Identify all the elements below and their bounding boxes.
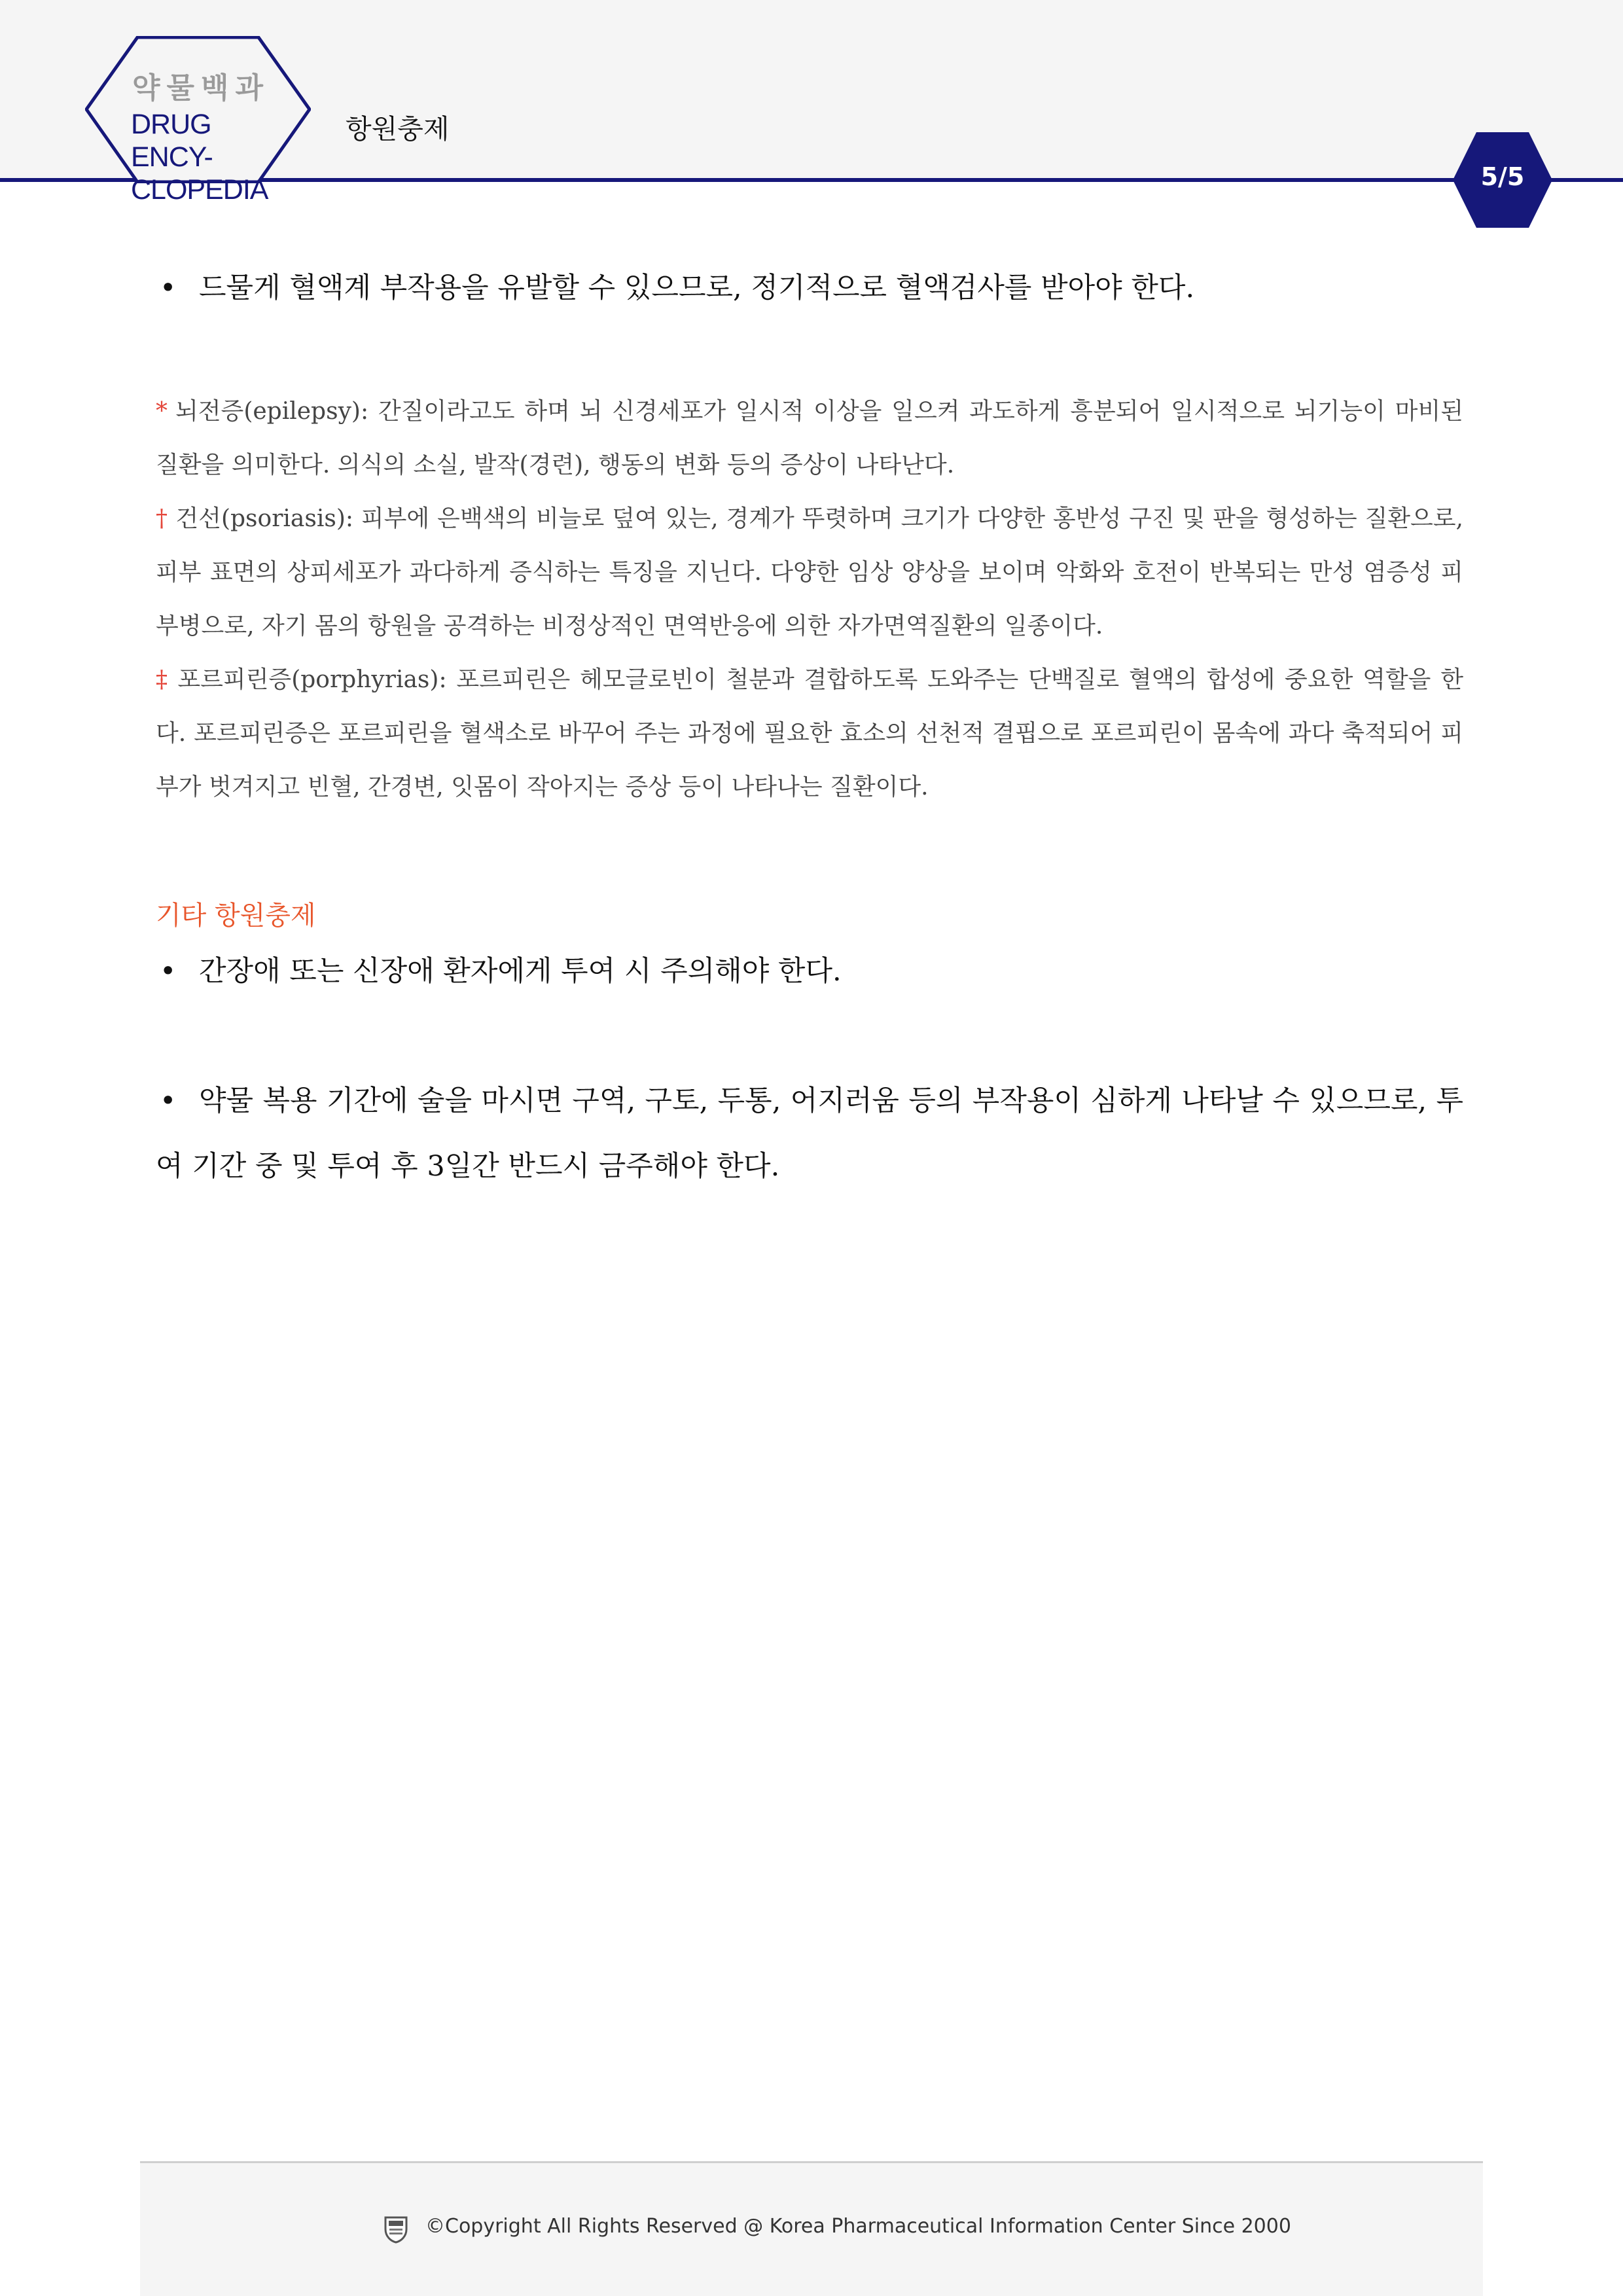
bullet-item (156, 939, 1463, 1004)
bullet-text: 약물 복용 기간에 술을 마시면 구역, 구토, 두통, 어지러움 등의 부작용이 심하게 나타날 수 있으므로, 투여 기간 중 및 투여 후 3일간 반드시 금주해야 한다. (156, 1085, 1463, 1183)
logo-korean-text: 약물백과 (132, 71, 270, 105)
footnote-mark: ‡ (156, 666, 170, 693)
footnote-porphyrias (156, 653, 1463, 814)
footnote-epilepsy (156, 385, 1463, 492)
bullet-dot: • (160, 1085, 177, 1117)
main-content (156, 255, 1463, 1199)
bullet-dot: • (160, 955, 177, 988)
bullet-text: 간장애 또는 신장애 환자에게 투여 시 주의해야 한다. (199, 955, 842, 988)
bullet-text: 드물게 혈액계 부작용을 유발할 수 있으므로, 정기적으로 혈액검사를 받아야 한다. (199, 272, 1195, 304)
footnote-mark: * (156, 398, 168, 425)
footnotes (156, 385, 1463, 814)
page-indicator: 5/5 (1480, 162, 1525, 191)
bullet-dot: • (160, 272, 177, 304)
footnote-text: 포르피린증(porphyrias): 포르피린은 헤모글로빈이 철분과 결합하도록 도와주는 단백질로 혈액의 합성에 중요한 역할을 한다. 포르피린증은 포르피린을 혈색소로 바꾸어 주는 과정에 필요한 효소의 선천적 결핍으로 포르피린이 몸속에 과다 축적되어 피부가 벗겨지고 빈혈, 간경변, 잇몸이 작아지는 증상 등이 나타나는 질환이다. (156, 666, 1463, 800)
spacer (156, 1004, 1463, 1068)
logo-english-text: DRUG ENCY-CLOPEDIA (131, 109, 268, 206)
bullet-item (156, 1068, 1463, 1199)
footnote-text: 건선(psoriasis): 피부에 은백색의 비늘로 덮여 있는, 경계가 뚜렷하며 크기가 다양한 홍반성 구진 및 판을 형성하는 질환으로, 피부 표면의 상피세포가 과다하게 증식하는 특징을 지닌다. 다양한 임상 양상을 보이며 악화와 호전이 반복되는 만성 염증성 피부병으로, 자기 몸의 항원을 공격하는 비정상적인 면역반응에 의한 자가면역질환의 일종이다. (156, 505, 1463, 639)
footnote-psoriasis (156, 492, 1463, 653)
kpic-shield-icon (383, 2215, 409, 2244)
page-title: 항원충제 (346, 113, 450, 145)
footer-copyright: ©Copyright All Rights Reserved @ Korea Pharmaceutical Information Center Since 2000 (425, 2215, 1291, 2238)
footnote-mark: † (156, 505, 168, 532)
section-title: 기타 항원충제 (156, 901, 316, 931)
bullet-item (156, 255, 1463, 321)
footnote-text: 뇌전증(epilepsy): 간질이라고도 하며 뇌 신경세포가 일시적 이상을 일으켜 과도하게 흥분되어 일시적으로 뇌기능이 마비된 질환을 의미한다. 의식의 소실, 발작(경련), 행동의 변화 등의 증상이 나타난다. (156, 398, 1463, 478)
